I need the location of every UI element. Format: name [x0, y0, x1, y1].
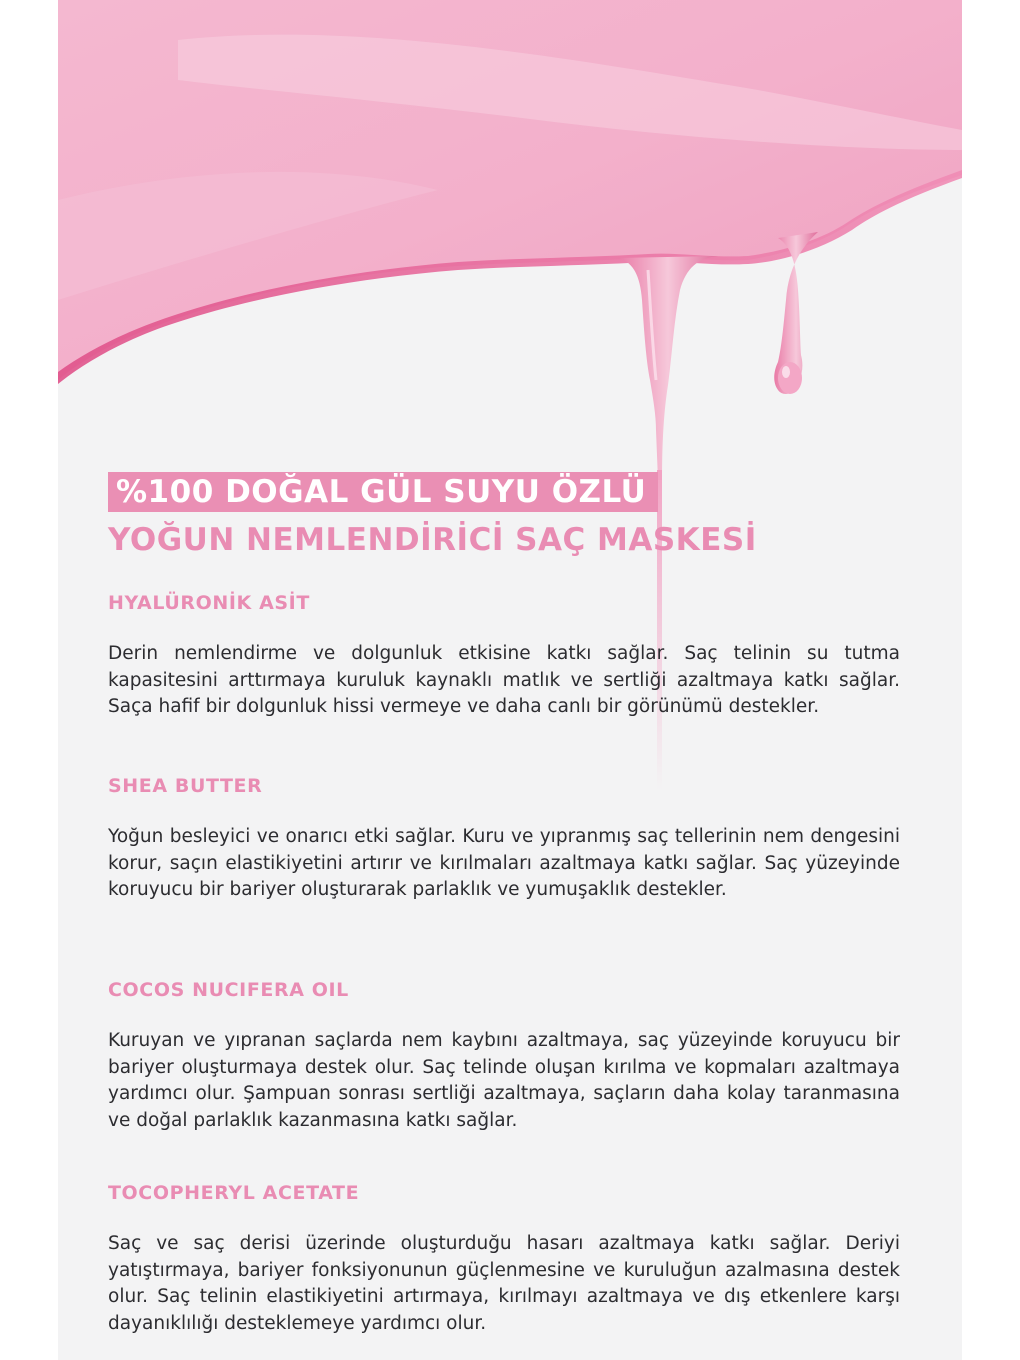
pink-liquid-splash-image	[58, 0, 962, 480]
ingredient-section-tocopheryl	[108, 1180, 900, 1337]
ingredient-heading: TOCOPHERYL ACETATE	[108, 1182, 360, 1204]
ingredient-description: Kuruyan ve yıpranan saçlarda nem kaybını azaltmaya, saç yüzeyinde koruyucu bir bariyer oluşturmaya destek olur. Saç telinde oluşan kırılma ve kopmaları azaltmaya yardımcı olur. Şampuan sonrası sertliği azaltmaya, saçların daha kolay taranmasına ve doğal parlaklık kazanmasına katkı sağlar.	[108, 1030, 900, 1131]
product-title	[108, 472, 757, 560]
ingredient-heading: COCOS NUCIFERA OIL	[108, 979, 349, 1001]
ingredient-heading: SHEA BUTTER	[108, 775, 263, 797]
ingredient-description: Saç ve saç derisi üzerinde oluşturduğu hasarı azaltmaya katkı sağlar. Deriyi yatıştırmaya, bariyer fonksiyonunun güçlenmesine ve kuruluğun azalmasına destek olur. Saç telinin elastikiyetini artırmaya, kırılmayı azaltmaya ve dış etkenlere karşı dayanıklılığı desteklemeye yardımcı olur.	[108, 1233, 900, 1334]
title-highlight-line: %100 DOĞAL GÜL SUYU ÖZLÜ	[108, 472, 658, 512]
ingredient-section-shea-butter	[108, 773, 900, 904]
product-info-panel	[58, 0, 962, 1360]
ingredient-section-hyaluronic	[108, 590, 900, 721]
ingredient-heading: HYALÜRONİK ASİT	[108, 592, 310, 614]
ingredient-section-cocos-nucifera	[108, 977, 900, 1134]
ingredient-description: Derin nemlendirme ve dolgunluk etkisine katkı sağlar. Saç telinin su tutma kapasitesini arttırmaya kuruluk kaynaklı matlık ve sertliği azaltmaya katkı sağlar. Saça hafif bir dolgunluk hissi vermeye ve daha canlı bir görünümü destekler.	[108, 643, 900, 717]
title-second-line: YOĞUN NEMLENDİRİCİ SAÇ MASKESİ	[108, 522, 757, 558]
ingredient-description: Yoğun besleyici ve onarıcı etki sağlar. Kuru ve yıpranmış saç tellerinin nem dengesini korur, saçın elastikiyetini artırır ve kırılmaları azaltmaya katkı sağlar. Saç yüzeyinde koruyucu bir bariyer oluşturarak parlaklık ve yumuşaklık destekler.	[108, 826, 900, 900]
